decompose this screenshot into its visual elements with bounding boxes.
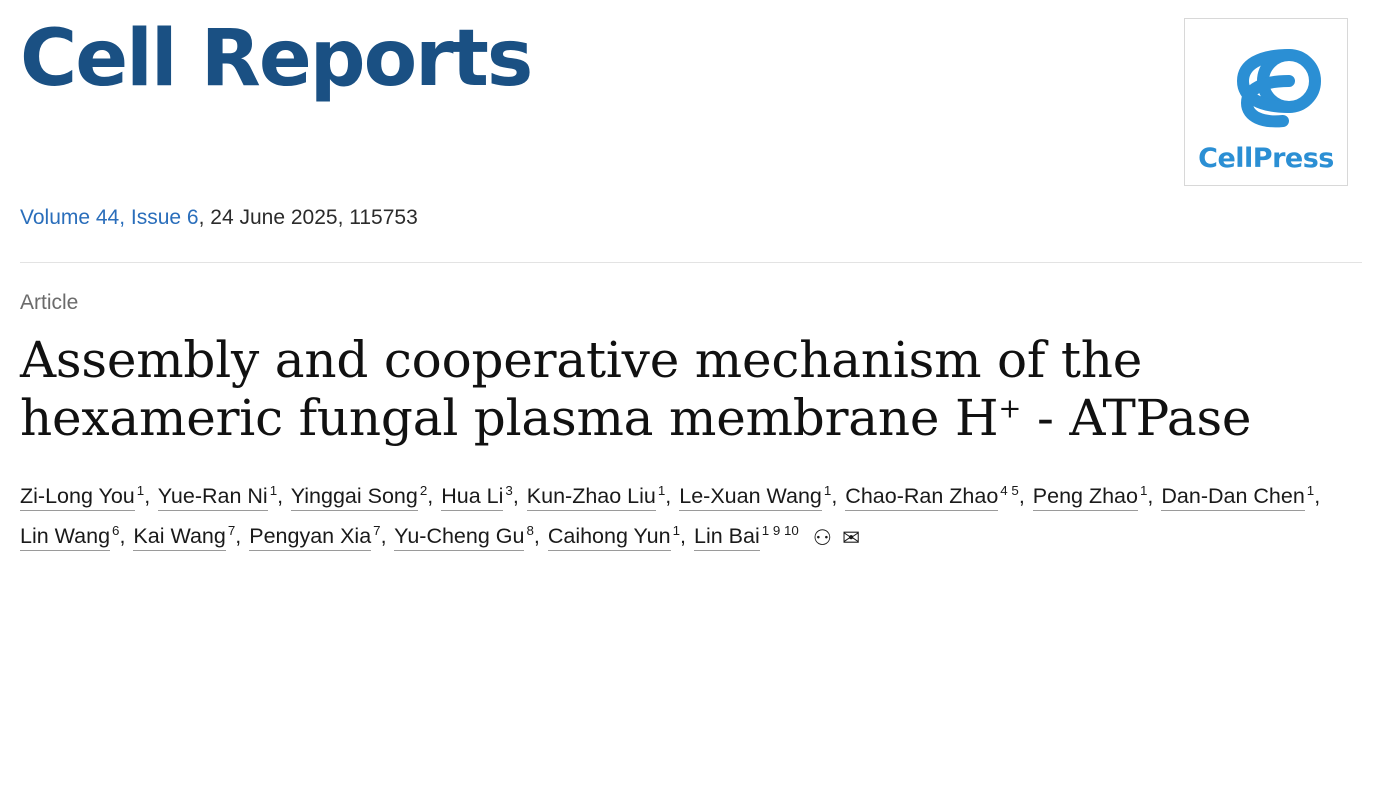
- author-name-link[interactable]: Yue-Ran Ni: [158, 484, 268, 511]
- author-affiliation-marker[interactable]: 1: [136, 482, 145, 498]
- author-entry: [441, 484, 513, 508]
- person-icon[interactable]: ⚇: [812, 525, 833, 550]
- author-name-link[interactable]: Peng Zhao: [1033, 484, 1138, 511]
- author-separator: ,: [512, 484, 519, 508]
- author-entry: [133, 524, 235, 548]
- author-name-link[interactable]: Chao-Ran Zhao: [845, 484, 998, 511]
- envelope-icon[interactable]: ✉: [842, 525, 861, 550]
- author-entry: [694, 524, 799, 548]
- article-type-label: Article: [20, 291, 79, 314]
- cell-press-logo[interactable]: [1184, 18, 1348, 186]
- author-separator: ,: [1147, 484, 1154, 508]
- author-entry: [845, 484, 1019, 508]
- author-name-link[interactable]: Hua Li: [441, 484, 503, 511]
- author-entry: [20, 484, 144, 508]
- issue-date-id: , 24 June 2025, 115753: [198, 206, 418, 229]
- author-affiliation-marker[interactable]: 1: [1306, 482, 1315, 498]
- cell-press-wordmark: CellPress: [1198, 143, 1334, 174]
- author-name-link[interactable]: Dan-Dan Chen: [1161, 484, 1304, 511]
- author-affiliation-marker[interactable]: 1: [823, 482, 832, 498]
- cell-press-mark-icon: [1185, 19, 1347, 147]
- author-entry: [527, 484, 666, 508]
- author-affiliation-marker[interactable]: 2: [419, 482, 428, 498]
- author-affiliation-marker[interactable]: 1 9 10: [761, 522, 799, 538]
- author-separator: ,: [680, 523, 686, 548]
- author-affiliation-marker[interactable]: 1: [269, 482, 278, 498]
- author-name-link[interactable]: Kun-Zhao Liu: [527, 484, 656, 511]
- author-affiliation-marker[interactable]: 1: [672, 522, 681, 538]
- author-name-link[interactable]: Pengyan Xia: [249, 524, 371, 551]
- author-name-link[interactable]: Lin Wang: [20, 524, 110, 551]
- author-name-link[interactable]: Le-Xuan Wang: [679, 484, 822, 511]
- author-name-link[interactable]: Yu-Cheng Gu: [394, 524, 524, 551]
- author-separator: ,: [380, 523, 387, 548]
- author-entry: [1033, 484, 1148, 508]
- author-name-link[interactable]: Caihong Yun: [548, 524, 671, 551]
- issue-line: [20, 206, 1364, 230]
- author-name-link[interactable]: Lin Bai: [694, 524, 760, 551]
- author-affiliation-marker[interactable]: 3: [505, 482, 513, 498]
- author-affiliation-marker[interactable]: 7: [373, 522, 381, 538]
- author-entry: [158, 484, 277, 508]
- page-title: [20, 331, 1362, 447]
- author-separator: ,: [665, 484, 672, 508]
- title-text-part2: - ATPase: [1021, 389, 1252, 447]
- author-separator: ,: [1018, 484, 1025, 508]
- issue-link[interactable]: Volume 44, Issue 6: [20, 206, 199, 229]
- title-superscript: +: [998, 392, 1022, 425]
- header-divider: [20, 262, 1362, 263]
- author-entry: [679, 484, 831, 508]
- author-separator: ,: [235, 523, 242, 548]
- author-affiliation-marker[interactable]: 6: [112, 522, 120, 538]
- author-separator: ,: [427, 484, 434, 508]
- author-entry: [249, 524, 380, 548]
- author-separator: ,: [831, 484, 838, 508]
- masthead: [18, 0, 1364, 200]
- author-affiliation-marker[interactable]: 1: [1139, 482, 1148, 498]
- author-entry: [291, 484, 428, 508]
- author-separator: ,: [277, 484, 284, 508]
- author-name-link[interactable]: Kai Wang: [133, 524, 225, 551]
- author-entry: [1161, 484, 1314, 508]
- author-list: [20, 477, 1362, 559]
- author-separator: ,: [1314, 484, 1321, 508]
- author-separator: ,: [533, 523, 540, 548]
- journal-title[interactable]: Cell Reports: [20, 14, 532, 104]
- corresponding-author-icons: [813, 517, 870, 559]
- author-affiliation-marker[interactable]: 4 5: [1000, 482, 1019, 498]
- author-entry: [548, 524, 680, 548]
- author-separator: ,: [144, 484, 151, 508]
- author-affiliation-marker[interactable]: 8: [526, 522, 534, 538]
- author-affiliation-marker[interactable]: 1: [657, 482, 666, 498]
- author-entry: [394, 524, 534, 548]
- author-entry: [20, 524, 119, 548]
- author-separator: ,: [119, 523, 126, 548]
- author-name-link[interactable]: Zi-Long You: [20, 484, 135, 511]
- author-name-link[interactable]: Yinggai Song: [291, 484, 418, 511]
- author-affiliation-marker[interactable]: 7: [227, 522, 236, 538]
- title-text-part1: Assembly and cooperative mechanism of the hexameric fungal plasma membrane H: [20, 331, 1143, 447]
